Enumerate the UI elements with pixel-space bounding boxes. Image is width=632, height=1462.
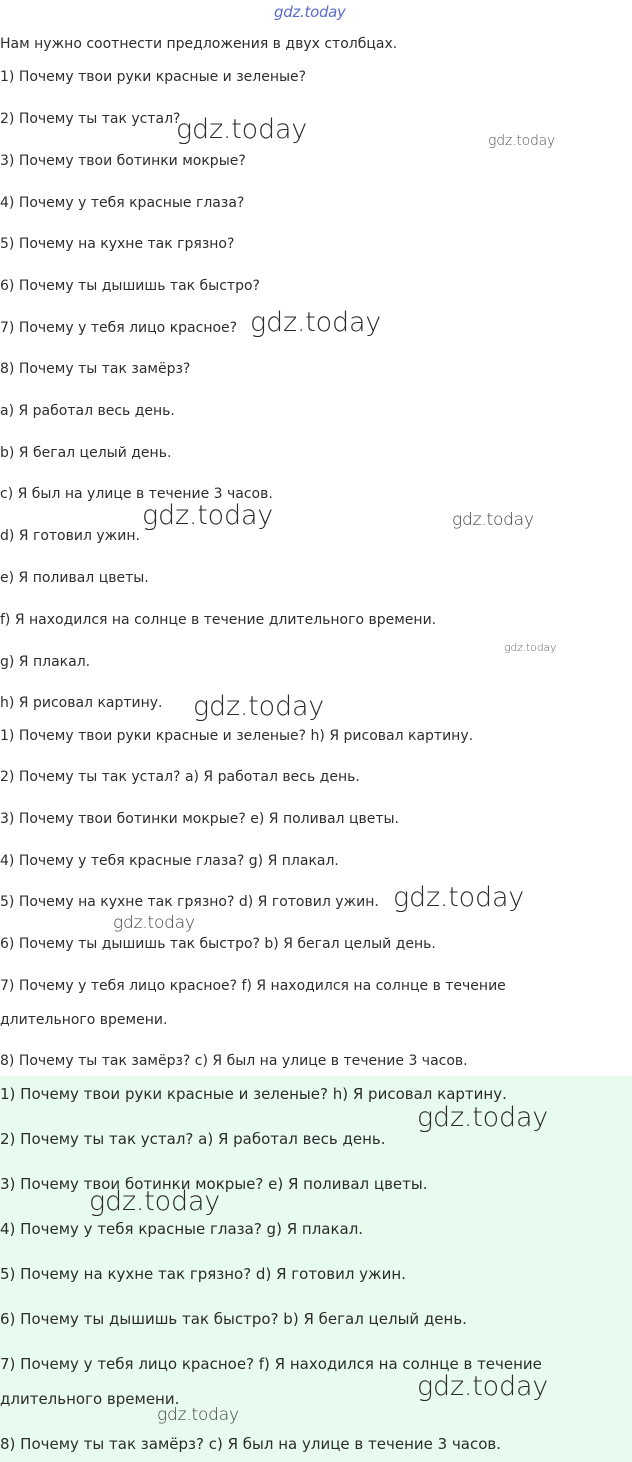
final-answer-item: 2) Почему ты так устал? a) Я работал весь день. — [0, 1130, 386, 1148]
match-item: 7) Почему у тебя лицо красное? f) Я находился на солнце в течение — [0, 978, 506, 994]
question-item: 1) Почему твои руки красные и зеленые? — [0, 69, 307, 85]
match-item: 6) Почему ты дышишь так быстро? b) Я бегал целый день. — [0, 936, 436, 952]
watermark: gdz.today — [393, 882, 525, 913]
final-answer-item: 5) Почему на кухне так грязно? d) Я готовил ужин. — [0, 1265, 406, 1283]
watermark: gdz.today — [142, 500, 274, 531]
answer-item: g) Я плакал. — [0, 654, 91, 670]
question-item: 7) Почему у тебя лицо красное? — [0, 320, 238, 336]
question-item: 4) Почему у тебя красные глаза? — [0, 195, 245, 211]
match-item: 2) Почему ты так устал? a) Я работал весь день. — [0, 769, 360, 785]
site-logo[interactable]: gdz.today — [274, 3, 346, 21]
answer-item: h) Я рисовал картину. — [0, 695, 163, 711]
watermark: gdz.today — [193, 691, 325, 722]
watermark: gdz.today — [113, 913, 195, 933]
final-answer-item: 4) Почему у тебя красные глаза? g) Я плакал. — [0, 1220, 364, 1238]
final-answer-item: 6) Почему ты дышишь так быстро? b) Я бегал целый день. — [0, 1310, 467, 1328]
watermark: gdz.today — [417, 1102, 549, 1133]
watermark: gdz.today — [417, 1371, 549, 1402]
final-answer-item: 1) Почему твои руки красные и зеленые? h) Я рисовал картину. — [0, 1085, 507, 1103]
answer-item: c) Я был на улице в течение 3 часов. — [0, 486, 273, 502]
match-item: длительного времени. — [0, 1012, 168, 1028]
answer-item: d) Я готовил ужин. — [0, 528, 140, 544]
match-item: 4) Почему у тебя красные глаза? g) Я плакал. — [0, 853, 339, 869]
question-item: 5) Почему на кухне так грязно? — [0, 236, 235, 252]
final-answer-item: 7) Почему у тебя лицо красное? f) Я находился на солнце в течение — [0, 1355, 542, 1373]
question-item: 8) Почему ты так замёрз? — [0, 361, 191, 377]
answer-item: b) Я бегал целый день. — [0, 445, 172, 461]
intro-text: Нам нужно соотнести предложения в двух столбцах. — [0, 36, 398, 52]
final-answer-item: 8) Почему ты так замёрз? c) Я был на улице в течение 3 часов. — [0, 1435, 502, 1453]
final-answer-item: длительного времени. — [0, 1390, 180, 1408]
watermark: gdz.today — [250, 307, 382, 338]
match-item: 3) Почему твои ботинки мокрые? e) Я поливал цветы. — [0, 811, 399, 827]
watermark: gdz.today — [176, 114, 308, 145]
answer-item: f) Я находился на солнце в течение длительного времени. — [0, 612, 437, 628]
match-item: 5) Почему на кухне так грязно? d) Я готовил ужин. — [0, 894, 379, 910]
match-item: 1) Почему твои руки красные и зеленые? h) Я рисовал картину. — [0, 728, 474, 744]
final-answer-item: 3) Почему твои ботинки мокрые? e) Я поливал цветы. — [0, 1175, 428, 1193]
question-item: 3) Почему твои ботинки мокрые? — [0, 153, 246, 169]
final-answer-block — [0, 1076, 632, 1462]
match-item: 8) Почему ты так замёрз? c) Я был на улице в течение 3 часов. — [0, 1053, 468, 1069]
question-item: 6) Почему ты дышишь так быстро? — [0, 278, 260, 294]
watermark: gdz.today — [452, 510, 534, 530]
watermark: gdz.today — [488, 133, 556, 149]
watermark: gdz.today — [157, 1405, 239, 1425]
question-item: 2) Почему ты так устал? — [0, 111, 181, 127]
answer-item: e) Я поливал цветы. — [0, 570, 149, 586]
watermark: gdz.today — [504, 641, 557, 654]
answer-item: a) Я работал весь день. — [0, 403, 175, 419]
watermark: gdz.today — [89, 1186, 221, 1217]
